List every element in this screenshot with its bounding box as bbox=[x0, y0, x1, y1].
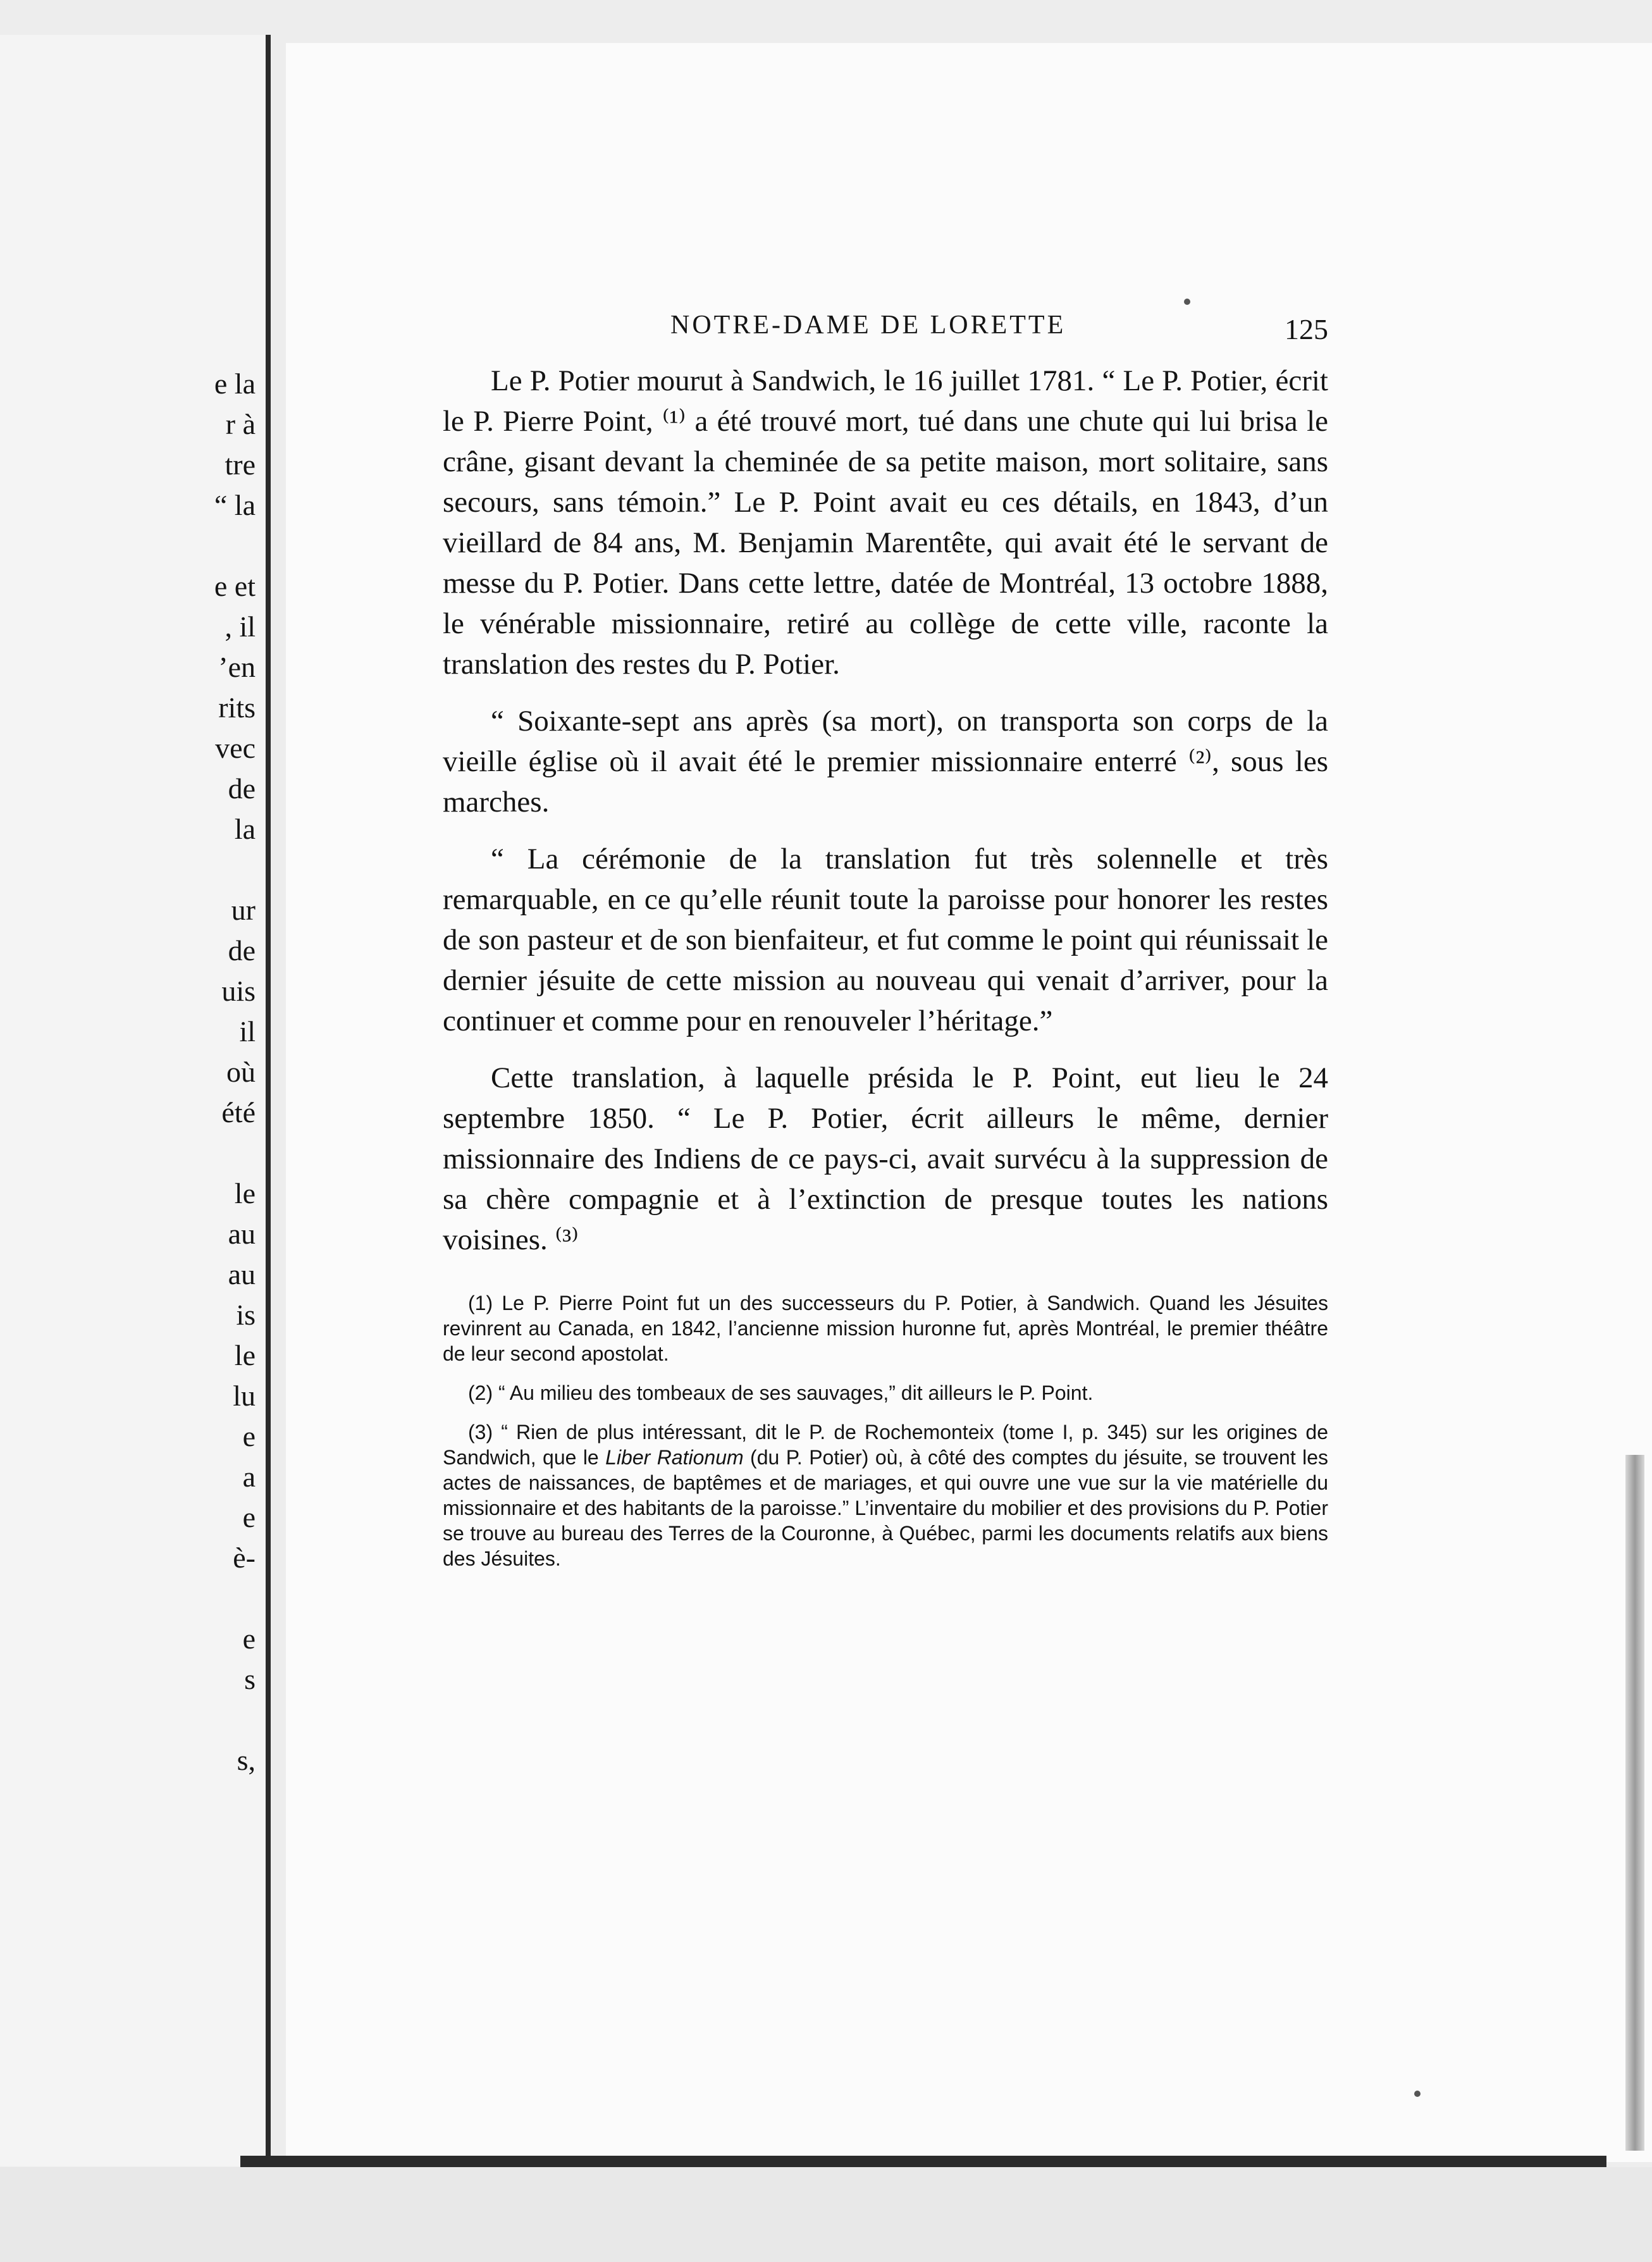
footnote-3 bbox=[443, 1419, 1328, 1571]
left-page-text bbox=[161, 364, 256, 1781]
left-page-fragment: ’en bbox=[218, 651, 256, 683]
footnote-3-text: (du P. Potier) où, à côté des comptes du jésuite, se trouvent les actes de naissances, de baptêmes et de mariages, et qui ouvre une vue sur la vie matérielle du missionnaire et des habitants de la paroisse.” L’inventaire du mobilier et des provisions du P. Potier se trouve au bureau des Terres de la Couronne, à Québec, parmi les documents relatifs aux biens des Jésuites. bbox=[443, 1446, 1329, 1570]
page-number: 125 bbox=[1285, 313, 1328, 345]
left-page-fragment: e bbox=[242, 1622, 256, 1655]
left-page-fragment: e la bbox=[214, 368, 256, 400]
paragraph: Cette translation, à laquelle présida le P. Point, eut lieu le 24 septembre 1850. “ Le P. Potier, écrit ailleurs le même, dernier missionnaire des Indiens de ce pays-ci, avait survécu à la suppression de sa chère compagnie et à l’extinction de presque toutes les nations voisines. ⁽³⁾ bbox=[443, 1061, 1328, 1256]
left-page-fragment: , il bbox=[225, 610, 256, 643]
footnotes bbox=[443, 1290, 1328, 1571]
footnote-2: (2) “ Au milieu des tombeaux de ses sauvages,” dit ailleurs le P. Point. bbox=[468, 1381, 1094, 1404]
left-page-fragment: au bbox=[228, 1258, 256, 1290]
page-bottom-shadow bbox=[0, 2167, 1652, 2262]
left-page-fragment: le bbox=[234, 1339, 256, 1371]
paragraph: Le P. Potier mourut à Sandwich, le 16 juillet 1781. “ Le P. Potier, écrit le P. Pierre Point, ⁽¹⁾ a été trouvé mort, tué dans une chute qui lui brisa le crâne, gisant devant la cheminée de sa petite maison, mort solitaire, sans secours, sans témoin.” Le P. Point avait eu ces détails, en 1843, d’un vieillard de 84 ans, M. Benjamin Marentête, qui avait été le servant de messe du P. Potier. Dans cette lettre, datée de Montréal, 13 octobre 1888, le vénérable missionnaire, retiré au collège de cette ville, raconte la translation des restes du P. Potier. bbox=[443, 364, 1328, 681]
left-page-fragment: s bbox=[244, 1663, 256, 1695]
footnote-3-text: (3) “ Rien de plus intéressant, dit le P. de Rochemonteix (tome I, p. 345) sur les origines de Sandwich, que le bbox=[443, 1421, 1328, 1469]
left-page-fragment: e bbox=[242, 1501, 256, 1533]
left-page-fragment bbox=[161, 526, 256, 566]
left-page-fragment: e bbox=[242, 1420, 256, 1452]
running-title: NOTRE-DAME DE LORETTE bbox=[670, 311, 1066, 340]
page-bottom-edge bbox=[240, 2156, 1606, 2167]
paragraph: “ La cérémonie de la translation fut très solennelle et très remarquable, en ce qu’elle réunit toute la paroisse pour honorer les restes de son pasteur et de son bienfaiteur, et fut comme le point qui réunissait le dernier jésuite de cette mission au nouveau qui venait d’arriver, pour la continuer et comme pour en renouveler l’héritage.” bbox=[443, 843, 1328, 1037]
left-page-fragment: a bbox=[242, 1461, 256, 1493]
page-edge bbox=[1625, 1455, 1644, 2151]
speck bbox=[1184, 299, 1190, 305]
footnote-3-title: Liber Rationum bbox=[605, 1446, 744, 1469]
left-page-fragment: tre bbox=[225, 448, 256, 481]
left-page-fragment: ur bbox=[231, 894, 256, 926]
left-page-fragment: uis bbox=[221, 975, 256, 1007]
left-page-fragment: où bbox=[226, 1056, 256, 1088]
left-page-fragment bbox=[161, 850, 256, 890]
footnote-1: (1) Le P. Pierre Point fut un des successeurs du P. Potier, à Sandwich. Quand les Jésuites revinrent au Canada, en 1842, l’ancienne mission huronne fut, après Montréal, le premier théâtre de leur second apostolat. bbox=[443, 1292, 1328, 1365]
left-page-fragment: il bbox=[239, 1015, 256, 1048]
left-page-fragment: s, bbox=[237, 1744, 256, 1776]
left-page-fragment: r à bbox=[225, 408, 256, 440]
left-page-fragment: le bbox=[234, 1177, 256, 1209]
left-page-fragment bbox=[161, 1578, 256, 1619]
left-page-fragment: lu bbox=[233, 1380, 256, 1412]
left-page-fragment: vec bbox=[215, 732, 256, 764]
left-page-fragment: au bbox=[228, 1218, 256, 1250]
left-page-fragment: été bbox=[221, 1096, 256, 1128]
left-page-fragment bbox=[161, 1133, 256, 1173]
speck bbox=[1414, 2091, 1421, 2097]
left-page-fragment: “ la bbox=[214, 489, 256, 521]
page-header bbox=[443, 310, 1328, 361]
page-content bbox=[443, 310, 1328, 1585]
left-page-fragment: rits bbox=[218, 691, 256, 724]
left-page-fragment: è- bbox=[233, 1542, 256, 1574]
left-page-fragment: is bbox=[236, 1299, 256, 1331]
left-page-fragment: de bbox=[228, 772, 256, 805]
left-page-fragment bbox=[161, 1700, 256, 1740]
left-page-fragment: la bbox=[234, 813, 256, 845]
left-page bbox=[0, 35, 271, 2166]
left-page-fragment: de bbox=[228, 934, 256, 967]
left-page-fragment: e et bbox=[214, 570, 256, 602]
paragraph: “ Soixante-sept ans après (sa mort), on transporta son corps de la vieille église où il avait été le premier missionnaire enterré ⁽²⁾, sous les marches. bbox=[443, 705, 1328, 819]
